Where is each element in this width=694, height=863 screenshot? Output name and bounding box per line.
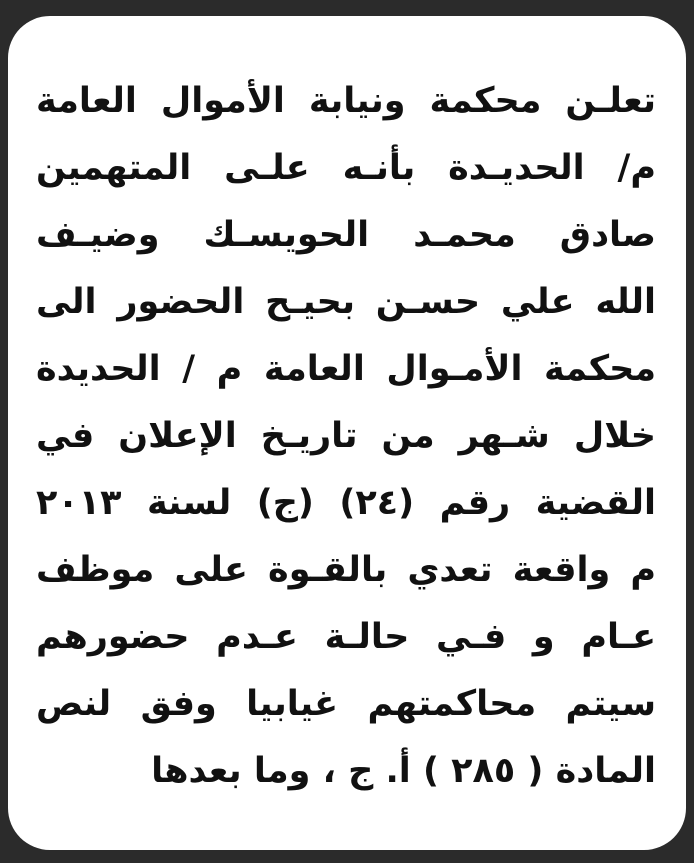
notice-card	[8, 16, 686, 850]
notice-line-7: القضية رقم (٢٤) (ج) لسنة ٢٠١٣	[36, 483, 656, 523]
notice-line-4: الله علي حسـن بحيـح الحضور الى	[36, 282, 656, 322]
notice-body	[36, 68, 656, 805]
notice-line-9: عـام و فـي حالـة عـدم حضورهم	[36, 617, 656, 657]
notice-line-10: سيتم محاكمتهم غيابيا وفق لنص	[36, 684, 656, 724]
notice-line-11: المادة ( ٢٨٥ ) أ. ج ، وما بعدها	[151, 751, 656, 791]
notice-line-6: خلال شـهر من تاريـخ الإعلان في	[36, 416, 656, 456]
notice-line-2: م/ الحديـدة بأنـه علـى المتهمين	[36, 148, 656, 188]
notice-line-8: م واقعة تعدي بالقـوة على موظف	[36, 550, 656, 590]
notice-line-1: تعلـن محكمة ونيابة الأموال العامة	[36, 81, 656, 121]
notice-line-5: محكمة الأمـوال العامة م / الحديدة	[36, 349, 656, 389]
notice-line-3: صادق محمـد الحويسـك وضيـف	[36, 215, 656, 255]
